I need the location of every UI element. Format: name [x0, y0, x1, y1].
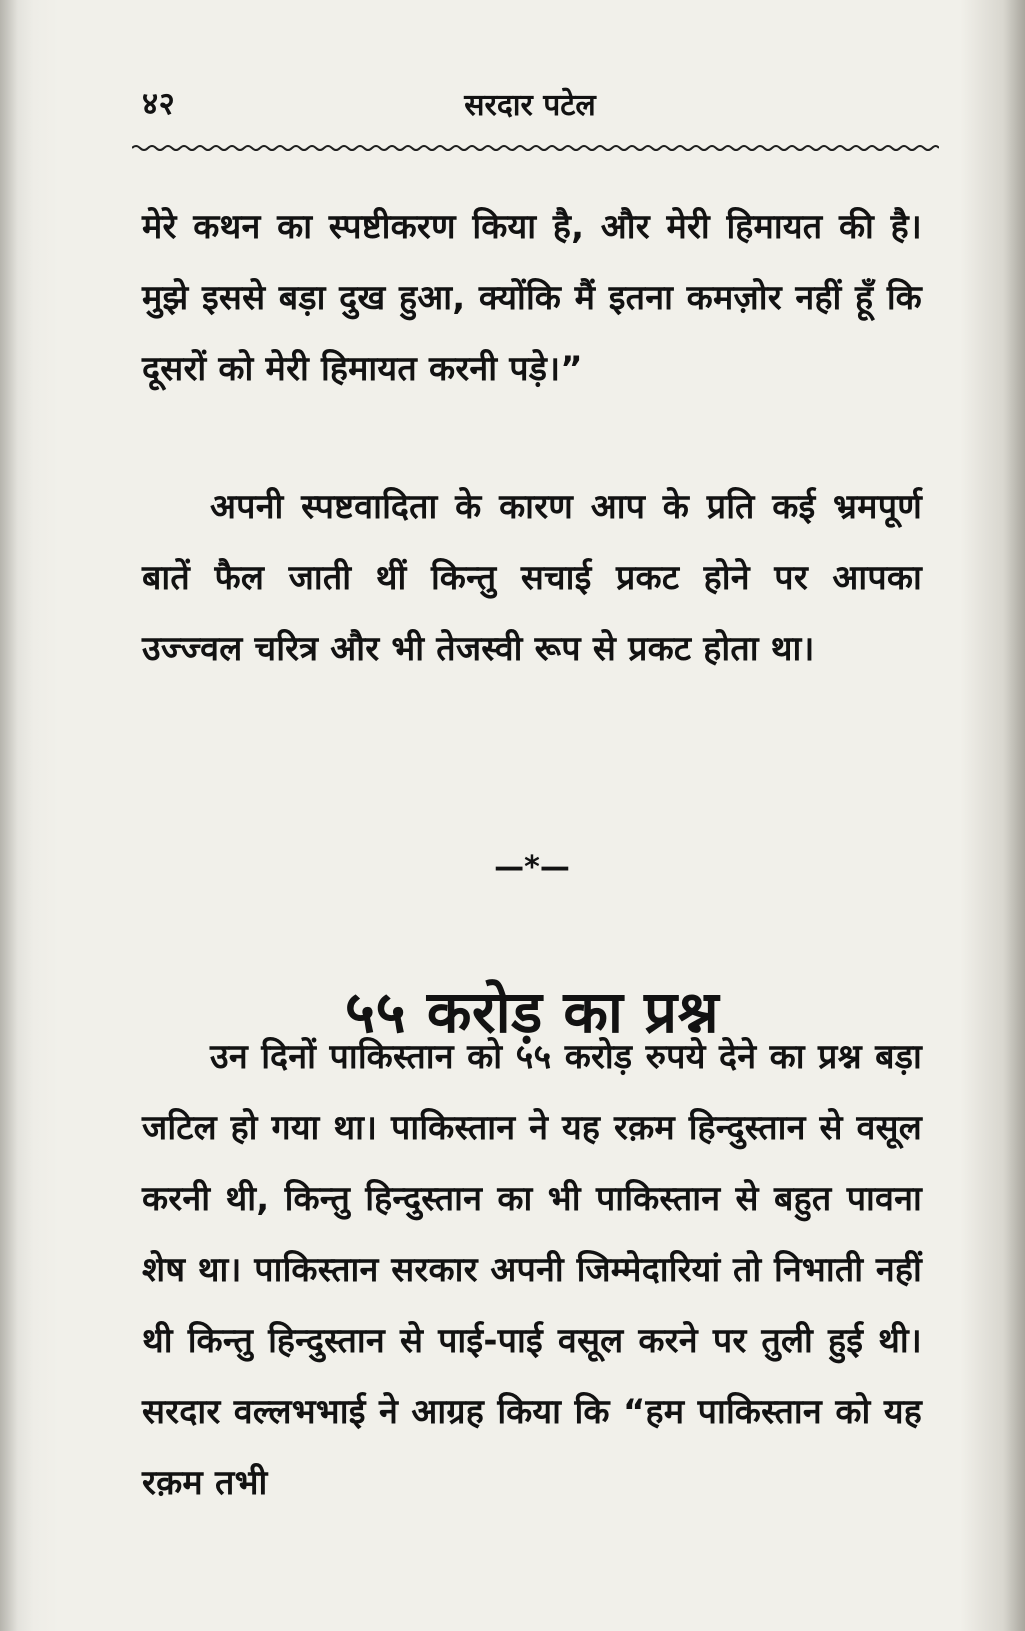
running-head — [120, 82, 940, 138]
paragraph-character: अपनी स्पष्टवादिता के कारण आप के प्रति कई भ्रमपूर्ण बातें फैल जाती थीं किन्तु सचाई प्रकट होने पर आपका उज्ज्वल चरित्र और भी तेजस्वी रूप से प्रकट होता था। — [142, 487, 922, 669]
printed-page — [120, 82, 940, 1562]
section-heading: ५५ करोड़ का प्रश्न — [344, 978, 720, 1047]
page-number: ४२ — [142, 86, 176, 122]
paragraph-55-crore-question: उन दिनों पाकिस्तान को ५५ करोड़ रुपये देने का प्रश्न बड़ा जटिल हो गया था। पाकिस्तान ने यह रक़म हिन्दुस्तान से वसूल करनी थी, किन्तु हिन्दुस्तान का भी पाकिस्तान से बहुत पावना शेष था। पाकिस्तान सरकार अपनी जिम्मेदारियां तो निभाती नहीं थी किन्तु हिन्दुस्तान से पाई-पाई वसूल करने पर तुली हुई थी। सरदार वल्लभभाई ने आग्रह किया कि “हम पाकिस्तान को यह रक़म तभी — [142, 1037, 922, 1503]
page-edge-shadow — [1003, 0, 1025, 1631]
section-separator: —*— — [494, 850, 570, 885]
book-gutter-shadow — [0, 0, 34, 1631]
paragraph-continuation: मेरे कथन का स्पष्टीकरण किया है, और मेरी हिमायत की है। मुझे इससे बड़ा दुख हुआ, क्योंकि मैं इतना कमज़ोर नहीं हूँ कि दूसरों को मेरी हिमायत करनी पड़े।” — [142, 207, 922, 389]
wavy-rule-divider — [132, 142, 939, 154]
running-title: सरदार पटेल — [464, 88, 596, 123]
